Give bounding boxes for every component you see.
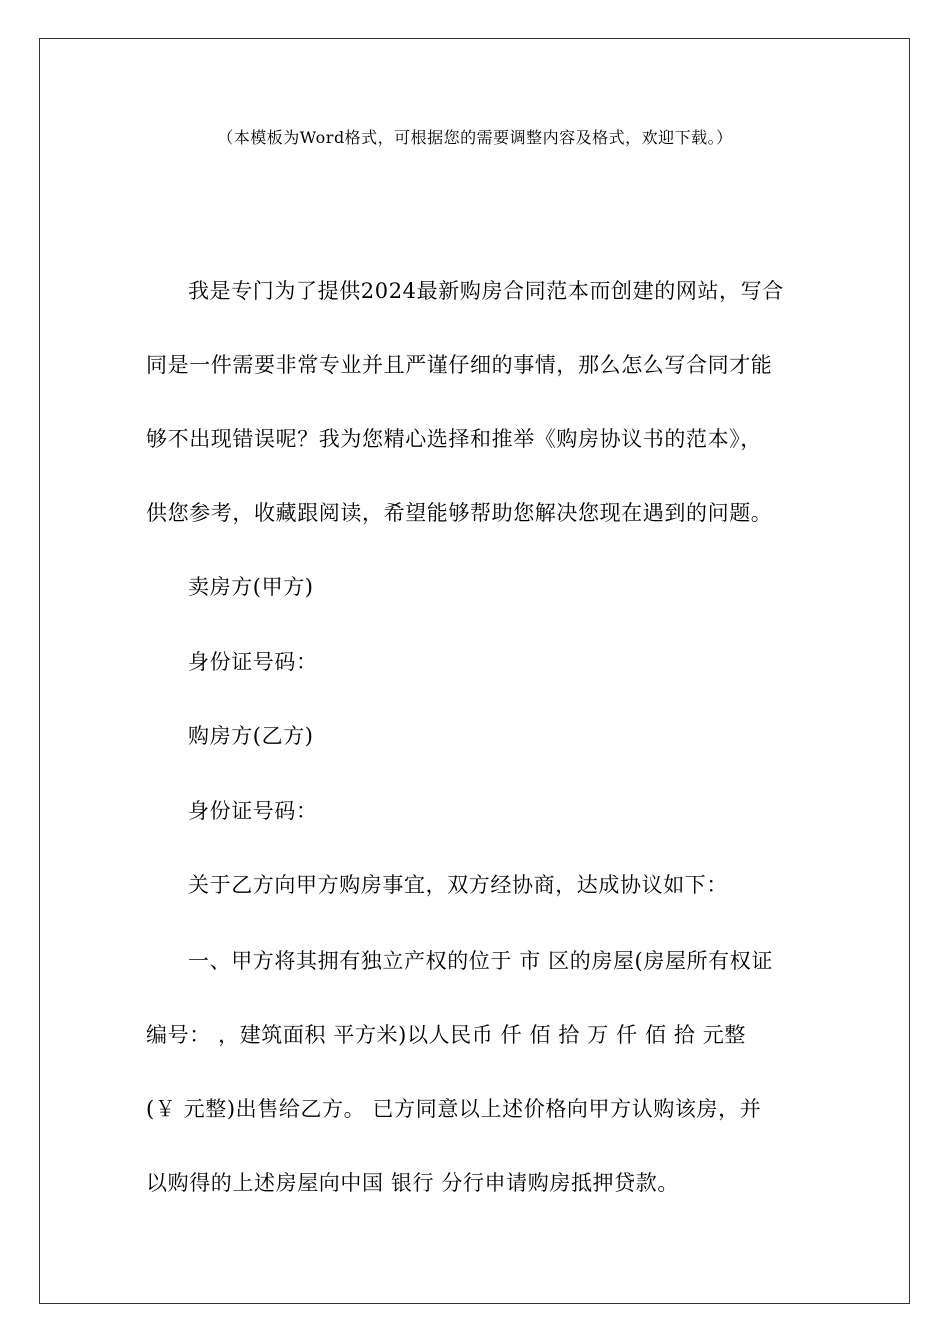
clause-1-line-2: 编号： ，建筑面积 平方米)以人民币 仟 佰 拾 万 仟 佰 拾 元整	[146, 1023, 746, 1047]
agreement-intro: 关于乙方向甲方购房事宜，双方经协商，达成协议如下：	[188, 873, 728, 897]
template-note: （本模板为Word格式，可根据您的需要调整内容及格式，欢迎下载。）	[217, 128, 733, 147]
seller-id-label: 身份证号码：	[188, 650, 318, 674]
intro-line-4: 供您参考，收藏跟阅读，希望能够帮助您解决您现在遇到的问题。	[146, 501, 773, 525]
intro-line-3: 够不出现错误呢？我为您精心选择和推举《购房协议书的范本》，	[146, 427, 762, 451]
buyer-label: 购房方(乙方)	[188, 724, 314, 748]
intro-line-1: 我是专门为了提供2024最新购房合同范本而创建的网站，写合	[188, 279, 784, 303]
clause-1-line-3: (￥ 元整)出售给乙方。 已方同意以上述价格向甲方认购该房，并	[146, 1097, 762, 1121]
clause-1-line-1: 一、甲方将其拥有独立产权的位于 市 区的房屋(房屋所有权证	[188, 949, 773, 973]
seller-label: 卖房方(甲方)	[188, 575, 314, 599]
buyer-id-label: 身份证号码：	[188, 799, 318, 823]
clause-1-line-4: 以购得的上述房屋向中国 银行 分行申请购房抵押贷款。	[146, 1171, 679, 1195]
intro-line-2: 同是一件需要非常专业并且严谨仔细的事情，那么怎么写合同才能	[146, 353, 773, 377]
